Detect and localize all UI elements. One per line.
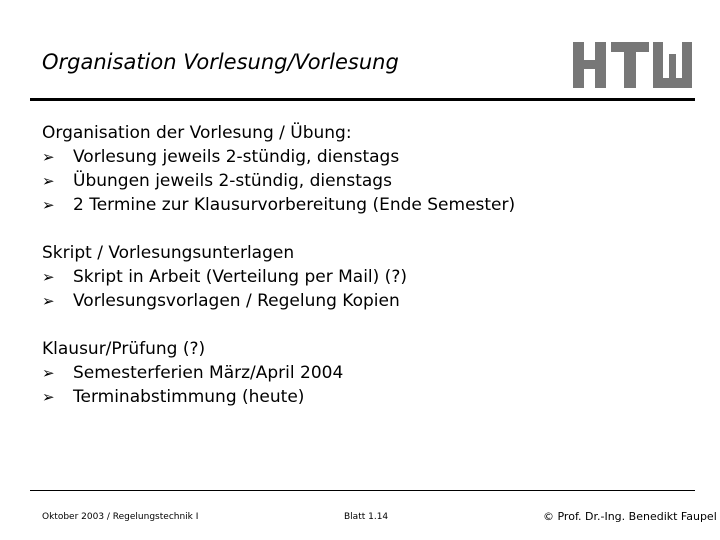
arrow-bullet-icon: ➢	[42, 196, 55, 214]
list-item-text: Semesterferien März/April 2004	[73, 363, 344, 383]
list-item-text: 2 Termine zur Klausurvorbereitung (Ende Semester)	[73, 195, 516, 215]
arrow-bullet-icon: ➢	[42, 268, 55, 286]
title-divider	[30, 98, 695, 101]
list-item-text: Terminabstimmung (heute)	[73, 387, 305, 407]
section-organisation	[42, 121, 515, 217]
arrow-bullet-icon: ➢	[42, 148, 55, 166]
list-item	[42, 361, 343, 385]
footer-divider	[30, 490, 695, 491]
arrow-bullet-icon: ➢	[42, 172, 55, 190]
section-heading: Klausur/Prüfung (?)	[42, 339, 206, 359]
slide-title: Organisation Vorlesung/Vorlesung	[42, 50, 399, 74]
footer-page-number: Blatt 1.14	[344, 512, 389, 522]
arrow-bullet-icon: ➢	[42, 292, 55, 310]
list-item	[42, 265, 407, 289]
footer-author: © Prof. Dr.-Ing. Benedikt Faupel	[543, 510, 717, 523]
list-item-text: Skript in Arbeit (Verteilung per Mail) (?)	[73, 267, 407, 287]
section-skript	[42, 241, 407, 313]
list-item-text: Vorlesung jeweils 2-stündig, dienstags	[73, 147, 400, 167]
arrow-bullet-icon: ➢	[42, 388, 55, 406]
section-klausur	[42, 337, 343, 409]
section-heading: Organisation der Vorlesung / Übung:	[42, 123, 352, 143]
list-item	[42, 385, 343, 409]
list-item-text: Übungen jeweils 2-stündig, dienstags	[73, 171, 392, 191]
list-item	[42, 193, 515, 217]
arrow-bullet-icon: ➢	[42, 364, 55, 382]
footer-course: Oktober 2003 / Regelungstechnik I	[42, 512, 199, 522]
section-heading: Skript / Vorlesungsunterlagen	[42, 243, 295, 263]
list-item	[42, 289, 407, 313]
htw-logo	[571, 40, 693, 90]
list-item	[42, 169, 515, 193]
list-item	[42, 145, 515, 169]
list-item-text: Vorlesungsvorlagen / Regelung Kopien	[73, 291, 400, 311]
